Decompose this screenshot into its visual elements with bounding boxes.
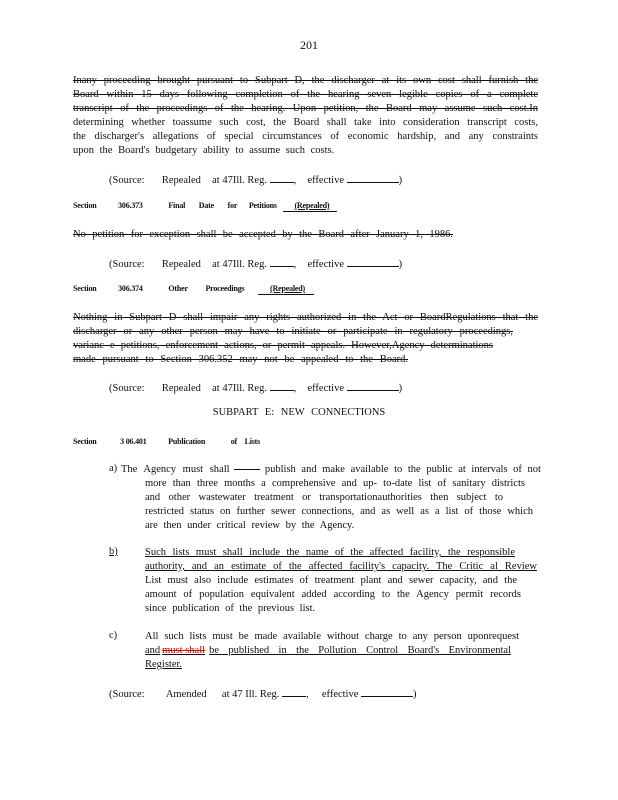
- source-reg: at 47Ill. Reg.: [212, 175, 267, 186]
- text-line: [121, 463, 541, 476]
- text-fragment: publish and make available to the public at intervals of not: [264, 464, 541, 475]
- source-effective: effective: [307, 259, 344, 270]
- text-line: [145, 644, 511, 657]
- text-line: upon the Board's budgetary ability to assume such costs.: [73, 145, 335, 156]
- source-reg: at 47Ill. Reg.: [212, 383, 267, 394]
- section-word: Section: [73, 284, 97, 293]
- text-line: authority, and an estimate of the affected facility's capacity. The Critic al Review: [145, 561, 537, 572]
- section-code: 306.373: [118, 201, 143, 210]
- page-number: 201: [300, 38, 318, 52]
- source-close: ): [413, 689, 417, 700]
- source-effective: effective: [321, 689, 359, 700]
- blank-field: [270, 256, 294, 267]
- source-label: (Source:: [109, 259, 145, 270]
- struck-line: made pursuant to Section 306.352 may not be appealed to the Board.: [73, 354, 408, 365]
- deletion-mark: [234, 469, 260, 470]
- item-label: a): [109, 463, 118, 474]
- section-word: Section: [73, 437, 97, 446]
- source-status: Repealed: [161, 383, 201, 394]
- section-code: 306.374: [118, 284, 143, 293]
- source-status: Repealed: [161, 175, 201, 186]
- section-status: (Repealed): [294, 201, 330, 210]
- struck-line: varianc e petitions, enforcement actions, or permit appeals. However,Agency determinations: [73, 340, 493, 351]
- section-status: (Repealed): [270, 284, 305, 293]
- source-note: [109, 686, 417, 700]
- section-title-word: Petitions: [248, 201, 277, 210]
- source-close: ): [398, 175, 403, 186]
- text-line: List must also include estimates of treatment plant and sewer capacity, and the: [145, 575, 517, 586]
- text-line: and other wastewater treatment or transportationauthorities then subject to: [145, 492, 503, 503]
- section-title-word: Proceedings: [205, 284, 245, 293]
- source-reg: at 47Ill. Reg.: [212, 259, 267, 270]
- blank-field: [270, 380, 294, 391]
- subpart-heading: SUBPART E: NEW CONNECTIONS: [212, 407, 386, 418]
- blank-field: [282, 686, 306, 697]
- section-title-word: of: [230, 437, 237, 446]
- source-comma: ,: [305, 689, 309, 700]
- struck-line: discharger or any other person may have to initiate or participate in regulatory proceedings,: [73, 326, 513, 337]
- text-line: Such lists must shall include the name of the affected facility, the responsible: [145, 547, 515, 558]
- source-comma: ,: [293, 259, 297, 270]
- section-title-word: Lists: [244, 437, 261, 446]
- text-line: the discharger's allegations of special circumstances of economic hardship, and any constraints: [73, 131, 538, 142]
- source-status: Repealed: [161, 259, 201, 270]
- blank-field: [347, 172, 399, 183]
- blank-field: [270, 172, 294, 183]
- section-title-word: Publication: [168, 437, 206, 446]
- blank-field: [347, 380, 399, 391]
- text-line: more than three months a comprehensive and up- to-date list of sanitary districts: [145, 478, 525, 489]
- source-note: [109, 380, 402, 394]
- text-fragment: and: [145, 645, 161, 656]
- petition-paragraph: No petition for exception shall be accepted by the Board after January 1, 1986.: [73, 229, 453, 240]
- source-label: (Source:: [109, 383, 145, 394]
- source-close: ): [398, 383, 403, 394]
- text-line: are then under critical review by the Agency.: [145, 520, 355, 531]
- source-comma: ,: [293, 175, 297, 186]
- source-effective: effective: [307, 383, 344, 394]
- blank-field: [347, 256, 399, 267]
- text-line: Register.: [145, 659, 183, 670]
- section-306-373-heading: [73, 201, 329, 210]
- underline-rule: [283, 211, 337, 212]
- section-title-word: for: [227, 201, 238, 210]
- struck-line: Board within 15 days following completion of the hearing seven legible copies of a complete: [73, 89, 538, 100]
- text-line: determining whether toassume such cost, the Board shall take into consideration transcript costs,: [73, 117, 538, 128]
- struck-line: transcript of the proceedings of the hearing. Upon petition, the Board may assume such cost.In: [73, 103, 538, 114]
- blank-field: [361, 686, 413, 697]
- section-word: Section: [73, 201, 97, 210]
- struck-line: Inany proceeding brought pursuant to Subpart D, the discharger at its own cost shall furnish the: [73, 75, 538, 86]
- source-note: [109, 256, 402, 270]
- struck-line: Nothing in Subpart D shall impair any rights authorized in the Act or BoardRegulations that the: [73, 312, 538, 323]
- deleted-text: must shall: [162, 645, 206, 656]
- source-status: Amended: [165, 689, 207, 700]
- source-label: (Source:: [109, 689, 145, 700]
- section-306-374-heading: [73, 284, 305, 293]
- item-label: b): [109, 546, 118, 557]
- source-label: (Source:: [109, 175, 145, 186]
- source-close: ): [398, 259, 403, 270]
- source-comma: ,: [293, 383, 297, 394]
- text-fragment: The Agency must shall: [121, 464, 230, 475]
- text-line: amount of population equivalent added according to the Agency permit records: [145, 589, 521, 600]
- section-306-401-heading: [73, 437, 260, 446]
- text-line: restricted status on further sewer connections, and as well as a list of those which: [145, 506, 533, 517]
- text-line: All such lists must be made available without charge to any person uponrequest: [145, 631, 519, 642]
- section-title-word: Other: [168, 284, 188, 293]
- section-title-word: Date: [198, 201, 214, 210]
- underline-rule: [258, 294, 314, 295]
- source-note: [109, 172, 402, 186]
- text-fragment: be published in the Pollution Control Board's Environmental: [209, 645, 511, 656]
- section-code: 3 06.401: [120, 437, 147, 446]
- text-line: since publication of the previous list.: [145, 603, 316, 614]
- item-label: c): [109, 630, 118, 641]
- source-reg: at 47 Ill. Reg.: [221, 689, 280, 700]
- section-title-word: Final: [168, 201, 186, 210]
- source-effective: effective: [307, 175, 344, 186]
